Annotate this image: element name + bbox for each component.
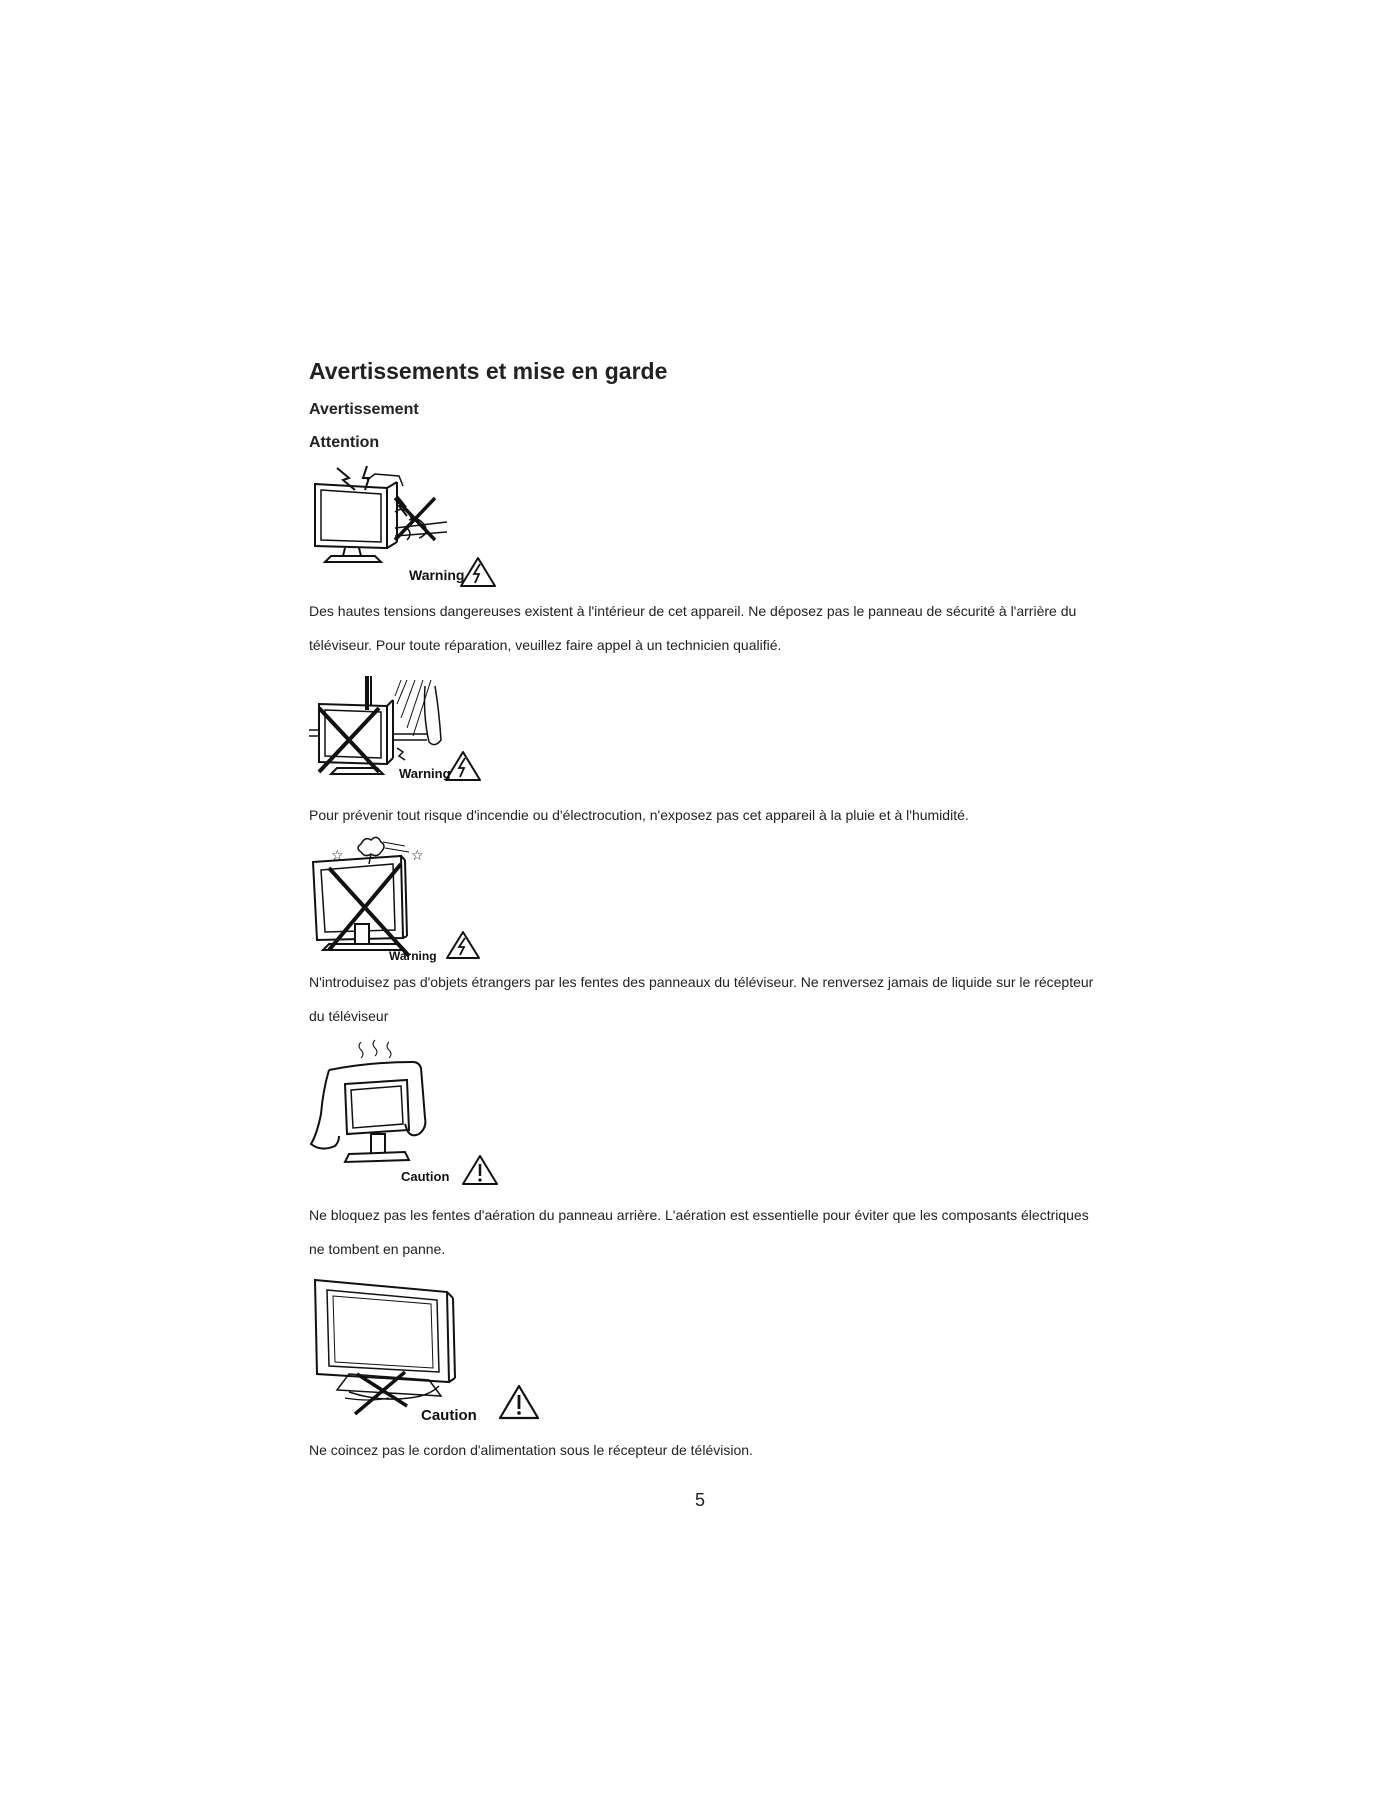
section-4-text: Ne bloquez pas les fentes d'aération du panneau arrière. L'aération est essentielle pour éviter que les composants électriques ne tombent en panne. — [309, 1207, 1089, 1257]
tv-covered-figure — [309, 1040, 519, 1190]
subheading-avertissement: Avertissement — [309, 401, 419, 418]
star-icon: ☆ — [331, 848, 344, 864]
section-1-text: Des hautes tensions dangereuses existent à l'intérieur de cet appareil. Ne déposez pas le panneau de sécurité à l'arrière du téléviseur. Pour toute réparation, veuillez faire appel à un technicien qualifié. — [309, 603, 1077, 653]
high-voltage-triangle-icon — [446, 752, 480, 780]
section-5-text: Ne coincez pas le cordon d'alimentation sous le récepteur de télévision. — [309, 1442, 753, 1458]
caution-label: Caution — [401, 1169, 450, 1184]
illustration-ventilation — [309, 1040, 519, 1190]
tv-power-cord-figure — [309, 1278, 539, 1428]
tv-foreign-objects-figure — [309, 834, 519, 964]
star-icon: ☆ — [411, 848, 424, 864]
tv-high-voltage-figure — [309, 462, 519, 592]
caution-label: Caution — [421, 1407, 477, 1424]
subheading-attention: Attention — [309, 434, 380, 451]
illustration-foreign-objects — [309, 834, 519, 964]
high-voltage-triangle-icon — [447, 932, 479, 958]
section-3-text: N'introduisez pas d'objets étrangers par les fentes des panneaux du téléviseur. Ne renversez jamais de liquide sur le récepteur du téléviseur — [309, 974, 1094, 1024]
exclamation-triangle-icon — [500, 1386, 538, 1418]
page-title: Avertissements et mise en garde — [309, 358, 668, 384]
warning-label: Warning — [409, 567, 465, 583]
illustration-power-cord — [309, 1278, 539, 1428]
page-number: 5 — [694, 1490, 705, 1510]
high-voltage-triangle-icon — [461, 558, 495, 586]
warning-label: Warning — [399, 766, 451, 781]
exclamation-triangle-icon — [463, 1156, 497, 1184]
tv-rain-figure — [309, 676, 519, 788]
illustration-high-voltage — [309, 462, 519, 592]
warning-label: Warning — [389, 949, 437, 963]
section-2-text: Pour prévenir tout risque d'incendie ou d'électrocution, n'exposez pas cet appareil à la pluie et à l'humidité. — [309, 807, 969, 823]
illustration-rain — [309, 676, 519, 788]
